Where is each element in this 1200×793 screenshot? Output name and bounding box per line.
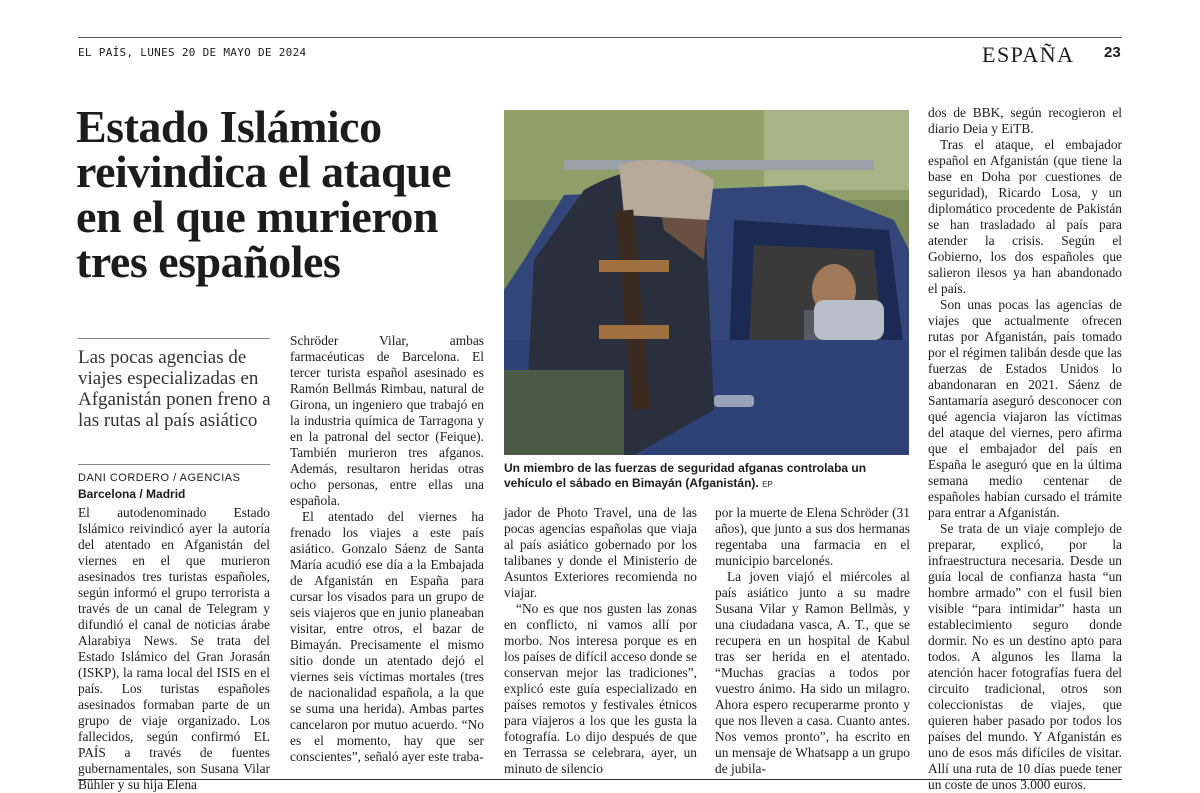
paragraph: La joven viajó el miércoles al país asiático junto a su madre Susana Vilar y Ramon Bellmàs, y una ciudadana vasca, A. T., que se recupera en un hospital de Kabul tras ser herida en el atentado. “Muchas gracias a todos por vuestro ánimo. Ha sido un milagro. Ahora espero recuperarme pronto y que nos lleven a casa. Cuanto antes. Nos vemos pronto”, ha escrito en un mensaje de Whatsapp a un grupo de jubila- — [715, 569, 910, 776]
photo-credit: EP — [762, 480, 773, 489]
article-byline: DANI CORDERO / AGENCIAS — [78, 472, 241, 484]
paragraph: El autodenominado Estado Islámico reivindicó ayer la autoría del atentado en Afganistán del viernes en el que murieron asesinados tres turistas españoles, según informó el grupo terrorista a través de un canal de Telegram y difundió el canal de noticias árabe Alarabiya News. Se trata del Estado Islámico del Gran Jorasán (ISKP), la rama local del ISIS en el país. Los turistas españoles asesinados formaban parte de un grupo de viaje organizado. Los fallecidos, según confirmó EL PAÍS a través de fuentes gubernamentales, son Susana Vilar Bühler y su hija Elena — [78, 505, 270, 792]
paragraph: “No es que nos gusten las zonas en conflicto, ni vamos allí por morbo. Nos interesa porque es en los países de difícil acceso donde se conservan mejor las tradiciones”, explicó este guía especializado en países remotos y festivales étnicos para viajeros a los que les gusta la fotografía. Lo dijo después de que en Terrassa se celebrara, ayer, un minuto de silencio — [504, 601, 697, 776]
article-column-5 — [928, 105, 1122, 793]
paragraph: dos de BBK, según recogieron el diario Deia y EiTB. — [928, 105, 1122, 136]
paragraph: El atentado del viernes ha frenado los viajes a este país asiático. Gonzalo Sáenz de Santa María acudió ese día a la Embajada de Afganistán en España para cursar los visados para un grupo de seis viajeros que en junio planeaban visitar, entre otros, el bazar de Bimayán. Precisamente el mismo sitio donde un atentado dejó el viernes seis víctimas mortales (tres de nacionalidad española, a la que se suma una herida). Ambas partes cancelaron por mutuo acuerdo. “No es el momento, hay que ser conscientes”, señaló ayer este traba- — [290, 509, 484, 764]
newspaper-date-line: EL PAÍS, LUNES 20 DE MAYO DE 2024 — [78, 46, 307, 59]
article-column-3 — [504, 505, 697, 777]
paragraph: Schröder Vilar, ambas farmacéuticas de Barcelona. El tercer turista español asesinado es Ramón Bellmás Rimbau, natural de Girona, un ingeniero que trabajó en la industria química de Tarragona y en la patronal del sector (Feique). También murieron tres afganos. Además, resultaron heridas otras ocho personas, entre ellas una española. — [290, 333, 484, 508]
header-top-rule — [78, 37, 1122, 38]
photo-caption — [504, 461, 909, 492]
article-column-2 — [290, 333, 484, 765]
checkpoint-photo-illustration — [504, 110, 909, 455]
article-subtitle: Las pocas agencias de viajes especializadas en Afganistán ponen freno a las rutas al país asiático — [78, 347, 271, 431]
paragraph: Tras el ataque, el embajador español en Afganistán (que tiene la base en Doha por cuestiones de seguridad), Ricardo Losa, y un diplomático procedente de Pakistán se han trasladado al país para atender la crisis. Según el Gobierno, los dos españoles que salieron ilesos ya han abandonado el país. — [928, 137, 1122, 296]
byline-rule — [78, 464, 270, 465]
paragraph: Son unas pocas las agencias de viajes que actualmente ofrecen rutas por Afganistán, país tomado por el régimen talibán desde que las fuerzas de Estados Unidos lo abandonaran en 2021. Sáenz de Santamaría aseguró desconocer con qué agencia viajaron las víctimas del ataque del viernes, pero afirma que el embajador del país en España le aseguró que en la última semana medio centenar de españoles habían cursado el trámite para entrar a Afganistán. — [928, 297, 1122, 520]
paragraph: por la muerte de Elena Schröder (31 años), que junto a sus dos hermanas regentaba una farmacia en el municipio barcelonés. — [715, 505, 910, 568]
page-number: 23 — [1104, 44, 1121, 61]
section-title: ESPAÑA — [982, 42, 1075, 67]
footer-rule — [78, 779, 1122, 780]
article-location: Barcelona / Madrid — [78, 487, 186, 501]
article-column-4 — [715, 505, 910, 777]
subtitle-top-rule — [78, 338, 270, 339]
caption-text: Un miembro de las fuerzas de seguridad afganas controlaba un vehículo el sábado en Bimayán (Afganistán). — [504, 461, 867, 490]
article-headline: Estado Islámico reivindica el ataque en el que murieron tres españoles — [76, 101, 452, 287]
article-column-1 — [78, 505, 270, 793]
article-photo — [504, 110, 909, 455]
paragraph: jador de Photo Travel, una de las pocas agencias españolas que viaja al país asiático gobernado por los talibanes y donde el Ministerio de Asuntos Exteriores recomienda no viajar. — [504, 505, 697, 600]
paragraph: Se trata de un viaje complejo de preparar, explicó, por la infraestructura necesaria. Desde un guía local de confianza hasta “un hombre armado” con el fusil bien visible “para intimidar” hasta un establecimiento seguro donde dormir. No es un destino apto para todos. A algunos les llama la atención hacer fotografías fuera del circuito tradicional, otros son coleccionistas de viajes, que quieren haber pasado por todos los países del mundo. Y Afganistán es uno de esos más difíciles de visitar. Allí una ruta de 10 días puede tener un coste de unos 3.000 euros. — [928, 521, 1122, 792]
